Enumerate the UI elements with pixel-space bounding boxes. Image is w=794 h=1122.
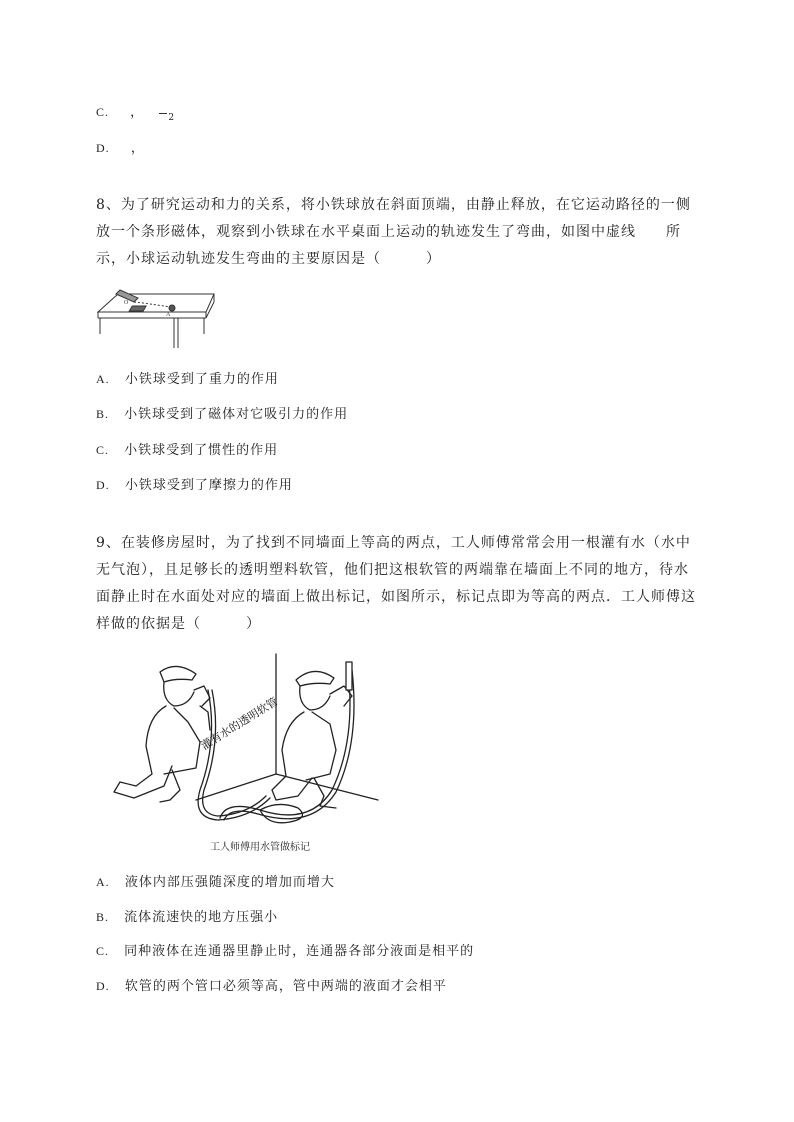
option-label: B. <box>96 407 110 421</box>
figure-caption: 工人师傅用水管做标记 <box>210 842 310 853</box>
fraction: 2 <box>159 113 175 123</box>
option-label: D. <box>96 478 110 492</box>
option-text: 软管的两个管口必须等高，管中两端的液面才会相平 <box>124 979 447 994</box>
option-text: 小铁球受到了重力的作用 <box>124 372 279 387</box>
q8-option-d <box>96 474 293 493</box>
option-label: D. <box>96 979 110 993</box>
option-text: ， <box>130 105 145 120</box>
svg-text:A: A <box>166 312 171 318</box>
option-text: 同种液体在连通器里静止时，连通器各部分液面是相平的 <box>124 944 475 959</box>
hose-label: 灌有水的透明软管 <box>198 694 281 753</box>
option-text: 液体内部压强随深度的增加而增大 <box>124 875 335 890</box>
q8-option-a <box>96 368 279 387</box>
option-label: A. <box>96 372 110 386</box>
question-8-text: 8、为了研究运动和力的关系，将小铁球放在斜面顶端，由静止释放，在它运动路径的一侧放一个条形磁体，观察到小铁球在水平桌面上运动的轨迹发生了弯曲，如图中虚线 所示，小球运动轨迹发生弯曲的主要原因是（ ） <box>96 197 691 267</box>
q9-option-c <box>96 940 474 959</box>
option-label: C. <box>96 443 110 457</box>
workers-hose-figure <box>100 650 390 835</box>
option-text: ， <box>130 141 145 156</box>
option-text: 小铁球受到了惯性的作用 <box>124 443 279 458</box>
q8-option-b <box>96 403 348 422</box>
svg-text:O: O <box>124 300 129 306</box>
q8-option-c <box>96 439 278 458</box>
q9-option-b <box>96 906 278 925</box>
option-label: C. <box>96 105 110 119</box>
option-c-prev <box>96 101 176 123</box>
q9-option-a <box>96 871 335 890</box>
option-label: A. <box>96 875 110 889</box>
question-9-text: 9、在装修房屋时，为了找到不同墙面上等高的两点，工人师傅常常会用一根灌有水（水中无气泡），且足够长的透明塑料软管，他们把这根软管的两端靠在墙面上不同的地方，待水面静止时在水面处对应的墙面上做出标记，如图所示，标记点即为等高的两点．工人师傅这样做的依据是（ ） <box>96 535 696 632</box>
option-d-prev <box>96 137 145 156</box>
option-label: D. <box>96 141 110 155</box>
magnet-table-figure <box>94 282 218 352</box>
option-label: B. <box>96 910 110 924</box>
option-text: 小铁球受到了摩擦力的作用 <box>124 478 293 493</box>
q9-option-d <box>96 975 447 994</box>
option-label: C. <box>96 944 110 958</box>
option-text: 流体流速快的地方压强小 <box>124 910 279 925</box>
option-text: 小铁球受到了磁体对它吸引力的作用 <box>124 407 349 422</box>
